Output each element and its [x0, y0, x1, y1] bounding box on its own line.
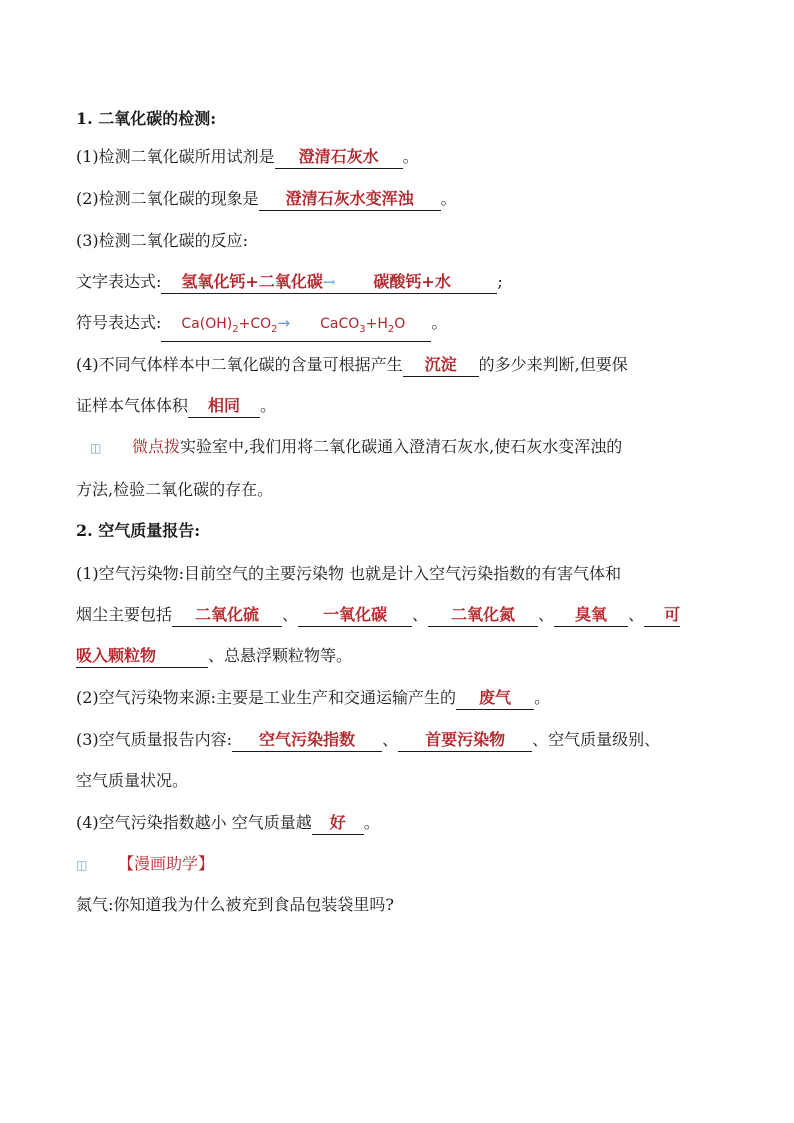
comic-label-line	[76, 849, 214, 879]
s1-q1-end: 。	[402, 147, 419, 166]
nitrogen-line: 氮气:你知道我为什么被充到食品包装袋里吗?	[76, 895, 394, 914]
tip-label: 微点拨	[132, 437, 181, 456]
word-eq-right: 碳酸钙+水	[373, 272, 451, 291]
word-eq-end: ;	[497, 272, 503, 291]
s2-q4	[76, 808, 380, 838]
formula-h: +H	[365, 316, 388, 332]
section2-title: 2. 空气质量报告:	[76, 521, 201, 540]
arrow-icon: →	[277, 314, 291, 332]
s1-q1-answer: 澄清石灰水	[275, 146, 403, 169]
formula-sub: 3	[359, 323, 366, 335]
s1-q4-answer: 沉淀	[403, 354, 479, 377]
formula-sub: 2	[232, 323, 239, 335]
formula-co: +CO	[238, 316, 272, 332]
s2-q3-answer1: 空气污染指数	[232, 729, 382, 752]
word-equation	[76, 267, 503, 297]
s1-q2-answer: 澄清石灰水变浑浊	[259, 188, 441, 211]
s1-q2	[76, 184, 457, 214]
s1-q3: (3)检测二氧化碳的反应:	[76, 231, 249, 250]
s2-q4-answer: 好	[312, 812, 364, 835]
arrow-icon: →	[322, 273, 336, 291]
separator: 、	[538, 605, 555, 624]
s2-q2-end: 。	[534, 688, 551, 707]
separator: 、	[628, 605, 645, 624]
symbol-eq-end: 。	[431, 313, 448, 332]
s2-q1-answer5a: 可	[644, 604, 680, 627]
s2-q1-line1: (1)空气污染物:目前空气的主要污染物 也就是计入空气污染指数的有害气体和	[76, 564, 622, 583]
s1-q1	[76, 142, 419, 172]
tip-line2: 方法,检验二氧化碳的存在。	[76, 480, 274, 499]
formula-o: O	[394, 316, 406, 332]
s2-q3-text: (3)空气质量报告内容:	[76, 730, 233, 749]
s2-q3-answer2: 首要污染物	[398, 729, 532, 752]
s2-q4-text: (4)空气污染指数越小 空气质量越	[76, 813, 312, 832]
s2-q2-answer: 废气	[456, 687, 534, 710]
s2-q1-answer1: 二氧化硫	[172, 604, 282, 627]
s1-q4-text2: 证样本气体体积	[76, 396, 189, 415]
s2-q3-line1	[76, 725, 660, 755]
s2-q1-line3	[76, 641, 352, 671]
s2-q3-line2: 空气质量状况。	[76, 771, 189, 790]
tip-line1	[76, 432, 622, 462]
s2-q1-end: 、总悬浮颗粒物等。	[208, 646, 353, 665]
symbol-eq-label: 符号表达式:	[76, 313, 162, 332]
comic-label: 【漫画助学】	[118, 854, 215, 873]
s1-q4-answer2: 相同	[188, 395, 260, 418]
symbol-eq-answer	[161, 312, 431, 342]
formula-caco: CaCO	[320, 316, 360, 332]
s2-q4-end: 。	[363, 813, 380, 832]
tip-text: 实验室中,我们用将二氧化碳通入澄清石灰水,使石灰水变浑浊的	[180, 437, 623, 456]
s1-q4-mid: 的多少来判断,但要保	[478, 355, 628, 374]
s2-q1-answer3: 二氧化氮	[428, 604, 538, 627]
s2-q2-text: (2)空气污染物来源:主要是工业生产和交通运输产生的	[76, 688, 457, 707]
s2-q1-answer2: 一氧化碳	[298, 604, 412, 627]
separator: 、	[382, 730, 399, 749]
separator: 、	[412, 605, 429, 624]
bookmark-icon: ◫	[90, 441, 102, 455]
formula-caoh: Ca(OH)	[181, 316, 233, 332]
formula-sub: 2	[387, 323, 395, 335]
word-eq-left: 氢氧化钙+二氧化碳	[181, 272, 323, 291]
word-eq-answer	[161, 271, 497, 294]
formula-sub: 2	[271, 323, 278, 335]
s1-q4-line2	[76, 391, 276, 421]
symbol-equation	[76, 308, 447, 338]
s1-q2-end: 。	[440, 189, 457, 208]
word-eq-label: 文字表达式:	[76, 272, 162, 291]
s1-q4-end: 。	[260, 396, 277, 415]
s2-q1-text2: 烟尘主要包括	[76, 605, 173, 624]
s2-q1-line2	[76, 600, 680, 630]
s2-q3-end: 、空气质量级别、	[532, 730, 661, 749]
s1-q2-text: (2)检测二氧化碳的现象是	[76, 189, 259, 208]
s2-q1-answer4: 臭氧	[554, 604, 628, 627]
bookmark-icon: ◫	[76, 858, 88, 872]
separator: 、	[282, 605, 299, 624]
section1-title: 1. 二氧化碳的检测:	[76, 109, 217, 128]
s2-q2	[76, 683, 550, 713]
s1-q4-line1	[76, 350, 628, 380]
s1-q1-text: (1)检测二氧化碳所用试剂是	[76, 147, 275, 166]
s1-q4-text: (4)不同气体样本中二氧化碳的含量可根据产生	[76, 355, 403, 374]
s2-q1-answer5b: 吸入颗粒物	[76, 645, 208, 668]
